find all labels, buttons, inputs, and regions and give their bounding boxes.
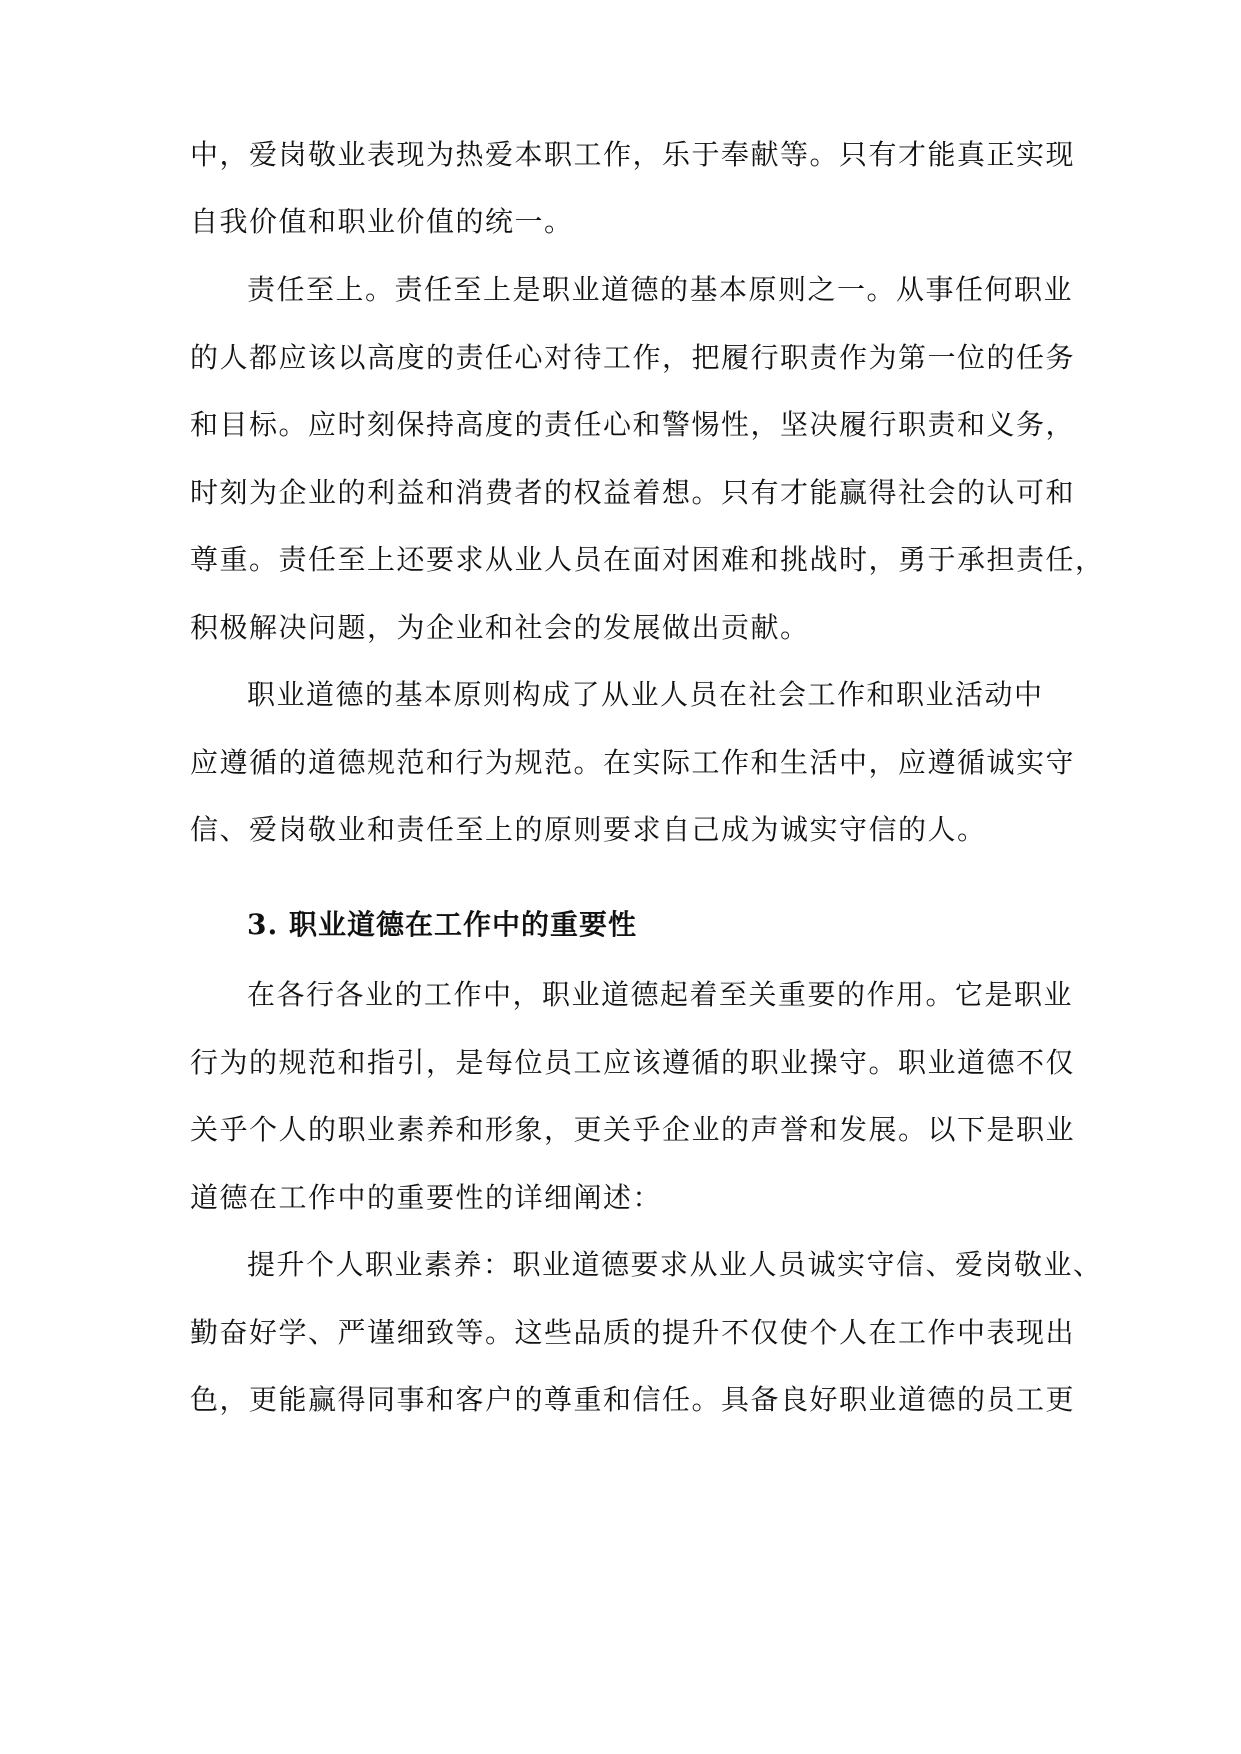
paragraph-line: 应遵循的道德规范和行为规范。在实际工作和生活中，应遵循诚实守	[190, 746, 1076, 779]
paragraph-line: 尊重。责任至上还要求从业人员在面对困难和挑战时，勇于承担责任，	[190, 543, 1105, 576]
paragraph-line: 的人都应该以高度的责任心对待工作，把履行职责作为第一位的任务	[190, 341, 1076, 374]
paragraph-line: 信、爱岗敬业和责任至上的原则要求自己成为诚实守信的人。	[190, 813, 987, 846]
paragraph-line: 积极解决问题，为企业和社会的发展做出贡献。	[190, 611, 810, 644]
paragraph-line: 勤奋好学、严谨细致等。这些品质的提升不仅使个人在工作中表现出	[190, 1316, 1076, 1349]
paragraph-line: 道德在工作中的重要性的详细阐述：	[190, 1181, 663, 1214]
paragraph-line: 时刻为企业的利益和消费者的权益着想。只有才能赢得社会的认可和	[190, 476, 1076, 509]
paragraph-line: 和目标。应时刻保持高度的责任心和警惕性，坚决履行职责和义务，	[190, 408, 1076, 441]
paragraph-line: 职业道德的基本原则构成了从业人员在社会工作和职业活动中	[247, 678, 1044, 711]
paragraph-line: 自我价值和职业价值的统一。	[190, 205, 574, 238]
paragraph-line: 责任至上。责任至上是职业道德的基本原则之一。从事任何职业	[247, 273, 1074, 306]
section-heading: 3. 职业道德在工作中的重要性	[247, 908, 637, 941]
paragraph-line: 中，爱岗敬业表现为热爱本职工作，乐于奉献等。只有才能真正实现	[190, 138, 1076, 171]
paragraph-line: 关乎个人的职业素养和形象，更关乎企业的声誉和发展。以下是职业	[190, 1113, 1076, 1146]
paragraph-line: 提升个人职业素养：职业道德要求从业人员诚实守信、爱岗敬业、	[247, 1248, 1103, 1281]
paragraph-line: 行为的规范和指引，是每位员工应该遵循的职业操守。职业道德不仅	[190, 1046, 1076, 1079]
paragraph-line: 色，更能赢得同事和客户的尊重和信任。具备良好职业道德的员工更	[190, 1383, 1076, 1416]
paragraph-line: 在各行各业的工作中，职业道德起着至关重要的作用。它是职业	[247, 978, 1074, 1011]
